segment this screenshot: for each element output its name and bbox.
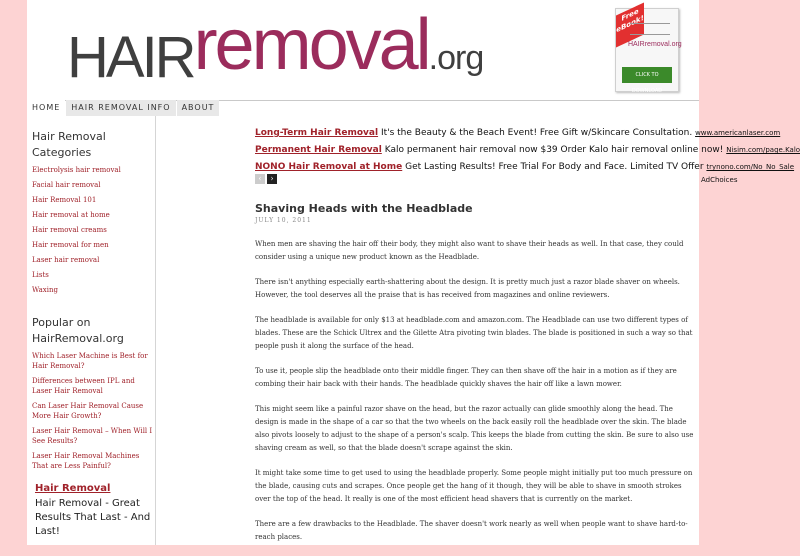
ad-next-arrow-icon[interactable]: › bbox=[267, 174, 277, 184]
category-link[interactable]: Hair Removal 101 bbox=[32, 196, 97, 204]
ad-prev-arrow-icon[interactable]: ‹ bbox=[255, 174, 265, 184]
post-paragraph: There are a few drawbacks to the Headblade. The shaver doesn't work nearly as well when people want to shave hard-to-reach places. bbox=[255, 520, 688, 541]
post-paragraph: When men are shaving the hair off their body, they might also want to shave their heads as well. In that case, they could consider using a unique new product known as the Headblade. bbox=[255, 240, 684, 261]
ebook-logo: HAIRremoval.org bbox=[628, 41, 682, 48]
popular-link[interactable]: Can Laser Hair Removal Cause More Hair Growth? bbox=[32, 402, 144, 420]
post-paragraph: It might take some time to get used to using the headblade properly. Some people might initially put too much pressure on the blade, causing cuts and scrapes. Once people get the hang of it though, they will be able to shave in smooth strokes over the top of the head. It really is one of the most efficient head shavers that is currently on the market. bbox=[255, 469, 693, 503]
ad-pager bbox=[255, 174, 277, 184]
popular-link[interactable]: Laser Hair Removal Machines That are Less Painful? bbox=[32, 452, 140, 470]
categories-heading: Hair Removal Categories bbox=[32, 130, 106, 159]
popular-list bbox=[27, 351, 155, 471]
site-logo[interactable] bbox=[67, 4, 484, 90]
logo-hair-text: HAIR bbox=[67, 25, 194, 90]
sidebar bbox=[27, 116, 156, 545]
sidebar-ad-description: Hair Removal - Great Results That Last - And Last! bbox=[35, 498, 151, 537]
ebook-ribbon: Free eBook! bbox=[616, 2, 644, 47]
category-link[interactable]: Lists bbox=[32, 271, 49, 279]
ad-description: It's the Beauty & the Beach Event! Free Gift w/Skincare Consultation. bbox=[380, 128, 693, 138]
post-paragraph: The headblade is available for only $13 at headblade.com and amazon.com. The Headblade can use two different types of blades. These are the Schick Ultrex and the Gilette Atra pivoting twin blades. The blade is positioned in such a way so that people push it along the surface of the head. bbox=[255, 316, 693, 350]
ad-url[interactable]: trynono.com/No_No_Sale bbox=[706, 163, 795, 171]
main-nav bbox=[27, 100, 220, 116]
logo-org-text: .org bbox=[428, 39, 484, 77]
ad-links bbox=[255, 125, 800, 176]
popular-heading: Popular on HairRemoval.org bbox=[32, 316, 124, 345]
ad-line bbox=[255, 159, 795, 175]
nav-about[interactable]: ABOUT bbox=[177, 100, 220, 116]
ad-line bbox=[255, 125, 781, 141]
post-date: JULY 10, 2011 bbox=[255, 217, 312, 224]
category-list bbox=[27, 165, 155, 295]
category-link[interactable]: Facial hair removal bbox=[32, 181, 101, 189]
free-ebook-banner[interactable] bbox=[615, 6, 682, 94]
post-title[interactable]: Shaving Heads with the Headblade bbox=[255, 202, 473, 215]
ad-title[interactable]: NONO Hair Removal at Home bbox=[255, 162, 403, 172]
post-paragraph: To use it, people slip the headblade onto their middle finger. They can then shave off the hair in a motion as if they are combing their hair back with their hands. The headblade quickly shaves the hair off like a lawn mower. bbox=[255, 367, 677, 388]
popular-link[interactable]: Differences between IPL and Laser Hair Removal bbox=[32, 377, 135, 395]
popular-link[interactable]: Which Laser Machine is Best for Hair Removal? bbox=[32, 352, 148, 370]
ad-title[interactable]: Permanent Hair Removal bbox=[255, 145, 382, 155]
site-header bbox=[27, 0, 699, 101]
category-link[interactable]: Hair removal for men bbox=[32, 241, 109, 249]
ad-title[interactable]: Long-Term Hair Removal bbox=[255, 128, 379, 138]
post-paragraph: There isn't anything especially earth-shattering about the design. It is pretty much just a razor blade shaver on wheels. However, the tool deserves all the praise that is has received from magazines and online reviewers. bbox=[255, 278, 680, 299]
popular-link[interactable]: Laser Hair Removal – When Will I See Results? bbox=[32, 427, 153, 445]
post-paragraph: This might seem like a painful razor shave on the head, but the razor actually can glide smoothly along the head. The design is made in the shape of a car so that the two wheels on the back easily roll the headblade over the skin. The blade also pivots loosely to adjust to the shape of a person's scalp. This keeps the blade from cutting the skin. Be sure to also use shaving cream as well, so that the blade doesn't scrape against the skin. bbox=[255, 405, 694, 452]
ad-url[interactable]: Nisim.com/page.Kalo bbox=[726, 146, 800, 154]
category-link[interactable]: Hair removal at home bbox=[32, 211, 110, 219]
ad-description: Get Lasting Results! Free Trial For Body and Face. Limited TV Offer bbox=[405, 162, 704, 172]
nav-home[interactable]: HOME bbox=[27, 100, 65, 116]
category-link[interactable]: Electrolysis hair removal bbox=[32, 166, 121, 174]
ebook-cover-lines bbox=[630, 23, 670, 35]
nav-hair-removal-info[interactable]: HAIR REMOVAL INFO bbox=[66, 100, 175, 116]
adchoices-label[interactable]: AdChoices bbox=[701, 176, 738, 184]
logo-removal-text: removal bbox=[193, 5, 429, 85]
category-link[interactable]: Waxing bbox=[32, 286, 58, 294]
ad-line bbox=[255, 142, 800, 158]
category-link[interactable]: Laser hair removal bbox=[32, 256, 100, 264]
category-link[interactable]: Hair removal creams bbox=[32, 226, 107, 234]
ad-url[interactable]: www.americanlaser.com bbox=[695, 129, 781, 137]
sidebar-ad-title[interactable]: Hair Removal bbox=[35, 483, 111, 494]
post-body bbox=[255, 238, 695, 556]
sidebar-ad bbox=[35, 483, 155, 539]
ebook-download-button[interactable]: CLICK TO DOWNLOAD bbox=[622, 67, 672, 83]
ad-description: Kalo permanent hair removal now $39 Order Kalo hair removal online now! bbox=[384, 145, 724, 155]
